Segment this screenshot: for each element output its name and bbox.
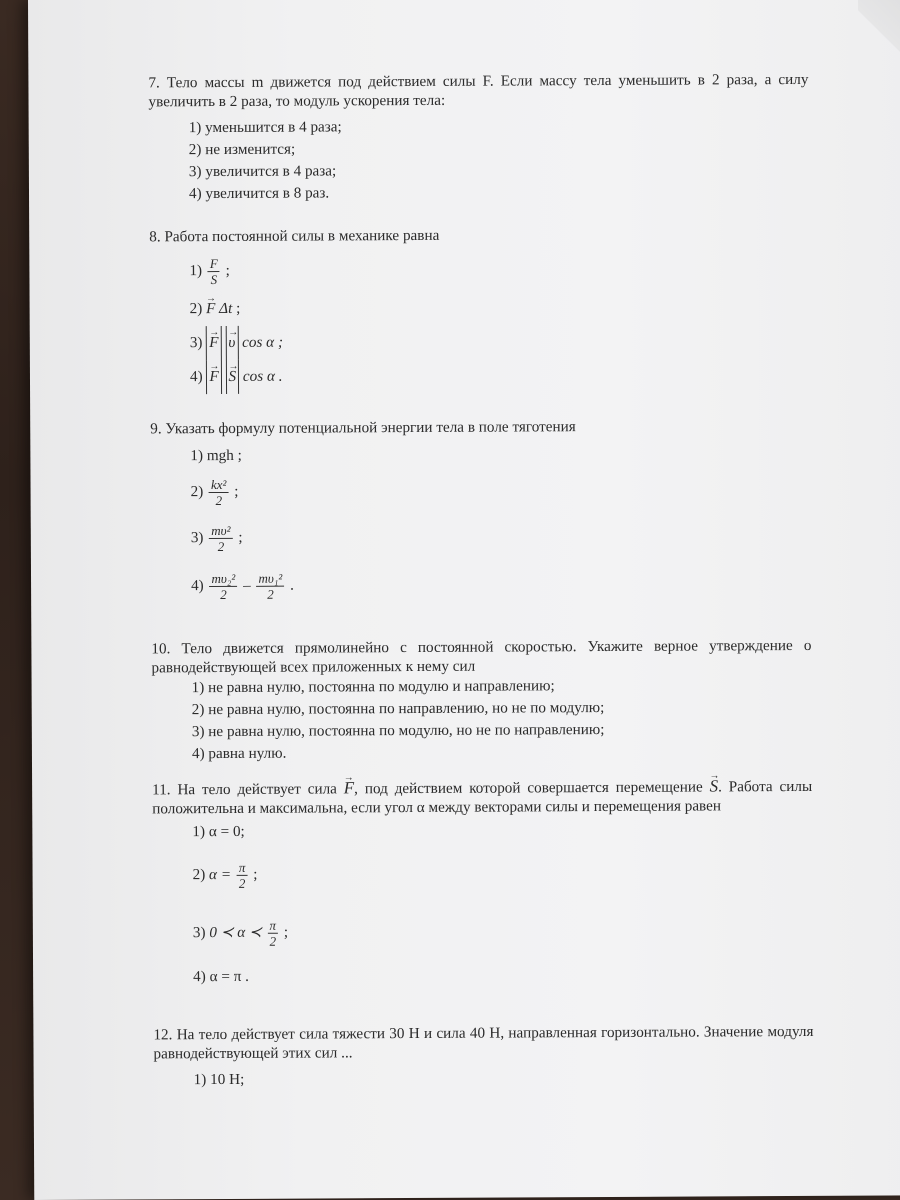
vector-v: → υ [228, 326, 235, 360]
question-8-option-2 [190, 289, 810, 326]
fraction-denominator: 2 [215, 493, 223, 509]
question-8-option-3 [190, 323, 810, 360]
abs-force [206, 360, 221, 394]
question-7-option-1: 1) уменьшится в 4 раза; [188, 118, 342, 137]
fraction-numerator: mυ₁² [256, 571, 284, 587]
option-punct: ; [236, 299, 241, 317]
fraction-numerator: F [208, 256, 220, 272]
option-number: 2) [192, 866, 206, 884]
question-9-option-4 [191, 559, 811, 610]
question-12 [153, 1022, 813, 1091]
option-punct: ; [238, 528, 243, 546]
vector-s: → S [228, 360, 236, 394]
fraction-numerator: mυ₂² [209, 571, 237, 587]
question-10-option-1: 1) не равна нулю, постоянна по модулю и направлению; [191, 677, 555, 697]
fraction-numerator: π [237, 860, 248, 876]
question-12-option-1: 1) 10 Н; [193, 1070, 245, 1089]
option-number: 3) [190, 529, 204, 547]
fraction-numerator: kx² [209, 477, 229, 493]
question-8-stem: 8. Работа постоянной силы в механике равна [149, 226, 440, 246]
option-number: 3) [192, 924, 206, 942]
paper-sheet [28, 0, 900, 1200]
abs-displacement [225, 360, 239, 394]
option-number: 4) [191, 577, 204, 595]
question-9-stem: 9. Указать формулу потенциальной энергии тела в поле тяготения [150, 418, 576, 438]
question-8-option-1 [189, 247, 809, 292]
fraction [267, 918, 278, 949]
vector-f: → F [209, 360, 218, 394]
stem-part: . Работа силы положительна и максимальна, если угол α между векторами силы и перемещения равен [152, 777, 813, 818]
option-punct: ; [283, 923, 289, 941]
question-9-option-3 [191, 511, 811, 562]
delta-t: Δt [219, 299, 233, 318]
vector-f: → F [344, 778, 354, 797]
question-9-option-1: 1) mgh ; [190, 446, 242, 465]
question-11-option-2 [192, 843, 812, 904]
stem-part: , под действием которой совершается перемещение [354, 778, 703, 798]
fraction [209, 477, 229, 508]
question-10-option-2: 2) не равна нулю, постоянна по направлению, но не по модулю; [191, 698, 605, 719]
fraction-denominator: 2 [269, 933, 277, 949]
vector-f: → F [209, 326, 218, 360]
option-punct: . [290, 576, 294, 594]
minus-sign: – [243, 576, 251, 594]
question-10-stem: 10. Тело движется прямолинейно с постоянной скоростью. Укажите верное утверждение о равнодействующей всех приложенных к нему сил [151, 636, 812, 677]
option-number: 3) [189, 334, 203, 352]
option-number: 4) [189, 368, 203, 386]
question-9 [150, 416, 811, 610]
question-9-option-2 [190, 467, 810, 514]
fraction-numerator: mυ² [209, 523, 232, 539]
question-8-option-4 [190, 357, 810, 394]
option-punct: ; [253, 865, 258, 883]
option-number: 2) [190, 483, 204, 501]
question-7-stem: 7. Тело массы m движется под действием силы F. Если массу тела уменьшить в 2 раза, а силу увеличить в 2 раза, то модуль ускорения тела: [148, 70, 809, 111]
question-7 [148, 70, 809, 205]
fraction-denominator: 2 [238, 875, 246, 891]
question-7-option-3: 3) увеличится в 4 раза; [188, 162, 337, 181]
alpha-inequality: 0 ≺ α ≺ [209, 923, 262, 942]
question-7-option-2: 2) не изменится; [188, 140, 296, 159]
question-11-stem [152, 776, 812, 818]
question-11-option-3 [193, 901, 813, 962]
question-11 [152, 776, 813, 992]
fraction [209, 523, 232, 554]
question-10-option-3: 3) не равна нулю, постоянна по модулю, но не по направлению; [191, 720, 605, 741]
fraction [209, 571, 237, 602]
vector-s: → S [710, 776, 719, 795]
fraction-numerator: π [267, 918, 278, 934]
question-12-stem: 12. На тело действует сила тяжести 30 Н и сила 40 Н, направленная горизонтально. Значение модуля равнодействующей этих сил ... [153, 1022, 814, 1063]
fraction-denominator: 2 [267, 586, 274, 602]
stem-part: 11. На тело действует сила [152, 780, 337, 799]
fraction-denominator: S [210, 272, 218, 288]
cos-term: cos α . [242, 367, 283, 385]
question-10 [151, 636, 812, 765]
question-11-option-1: 1) α = 0; [192, 822, 245, 841]
option-number: 1) [189, 262, 203, 280]
question-10-option-4: 4) равна нулю. [191, 744, 287, 763]
vector-f: → F [206, 292, 215, 326]
question-11-option-4: 4) α = π . [193, 967, 249, 986]
alpha-equation: α = [208, 865, 232, 884]
fraction-denominator: 2 [220, 586, 227, 603]
option-punct: ; [234, 482, 239, 500]
document-body [28, 0, 900, 1200]
question-7-option-4: 4) увеличится в 8 раз. [188, 184, 330, 203]
option-punct: ; [225, 261, 230, 279]
fraction [237, 860, 248, 891]
cos-term: cos α ; [242, 333, 284, 351]
question-8 [149, 224, 810, 394]
fraction-denominator: 2 [217, 538, 225, 555]
fraction [256, 571, 284, 602]
option-number: 2) [189, 300, 203, 318]
